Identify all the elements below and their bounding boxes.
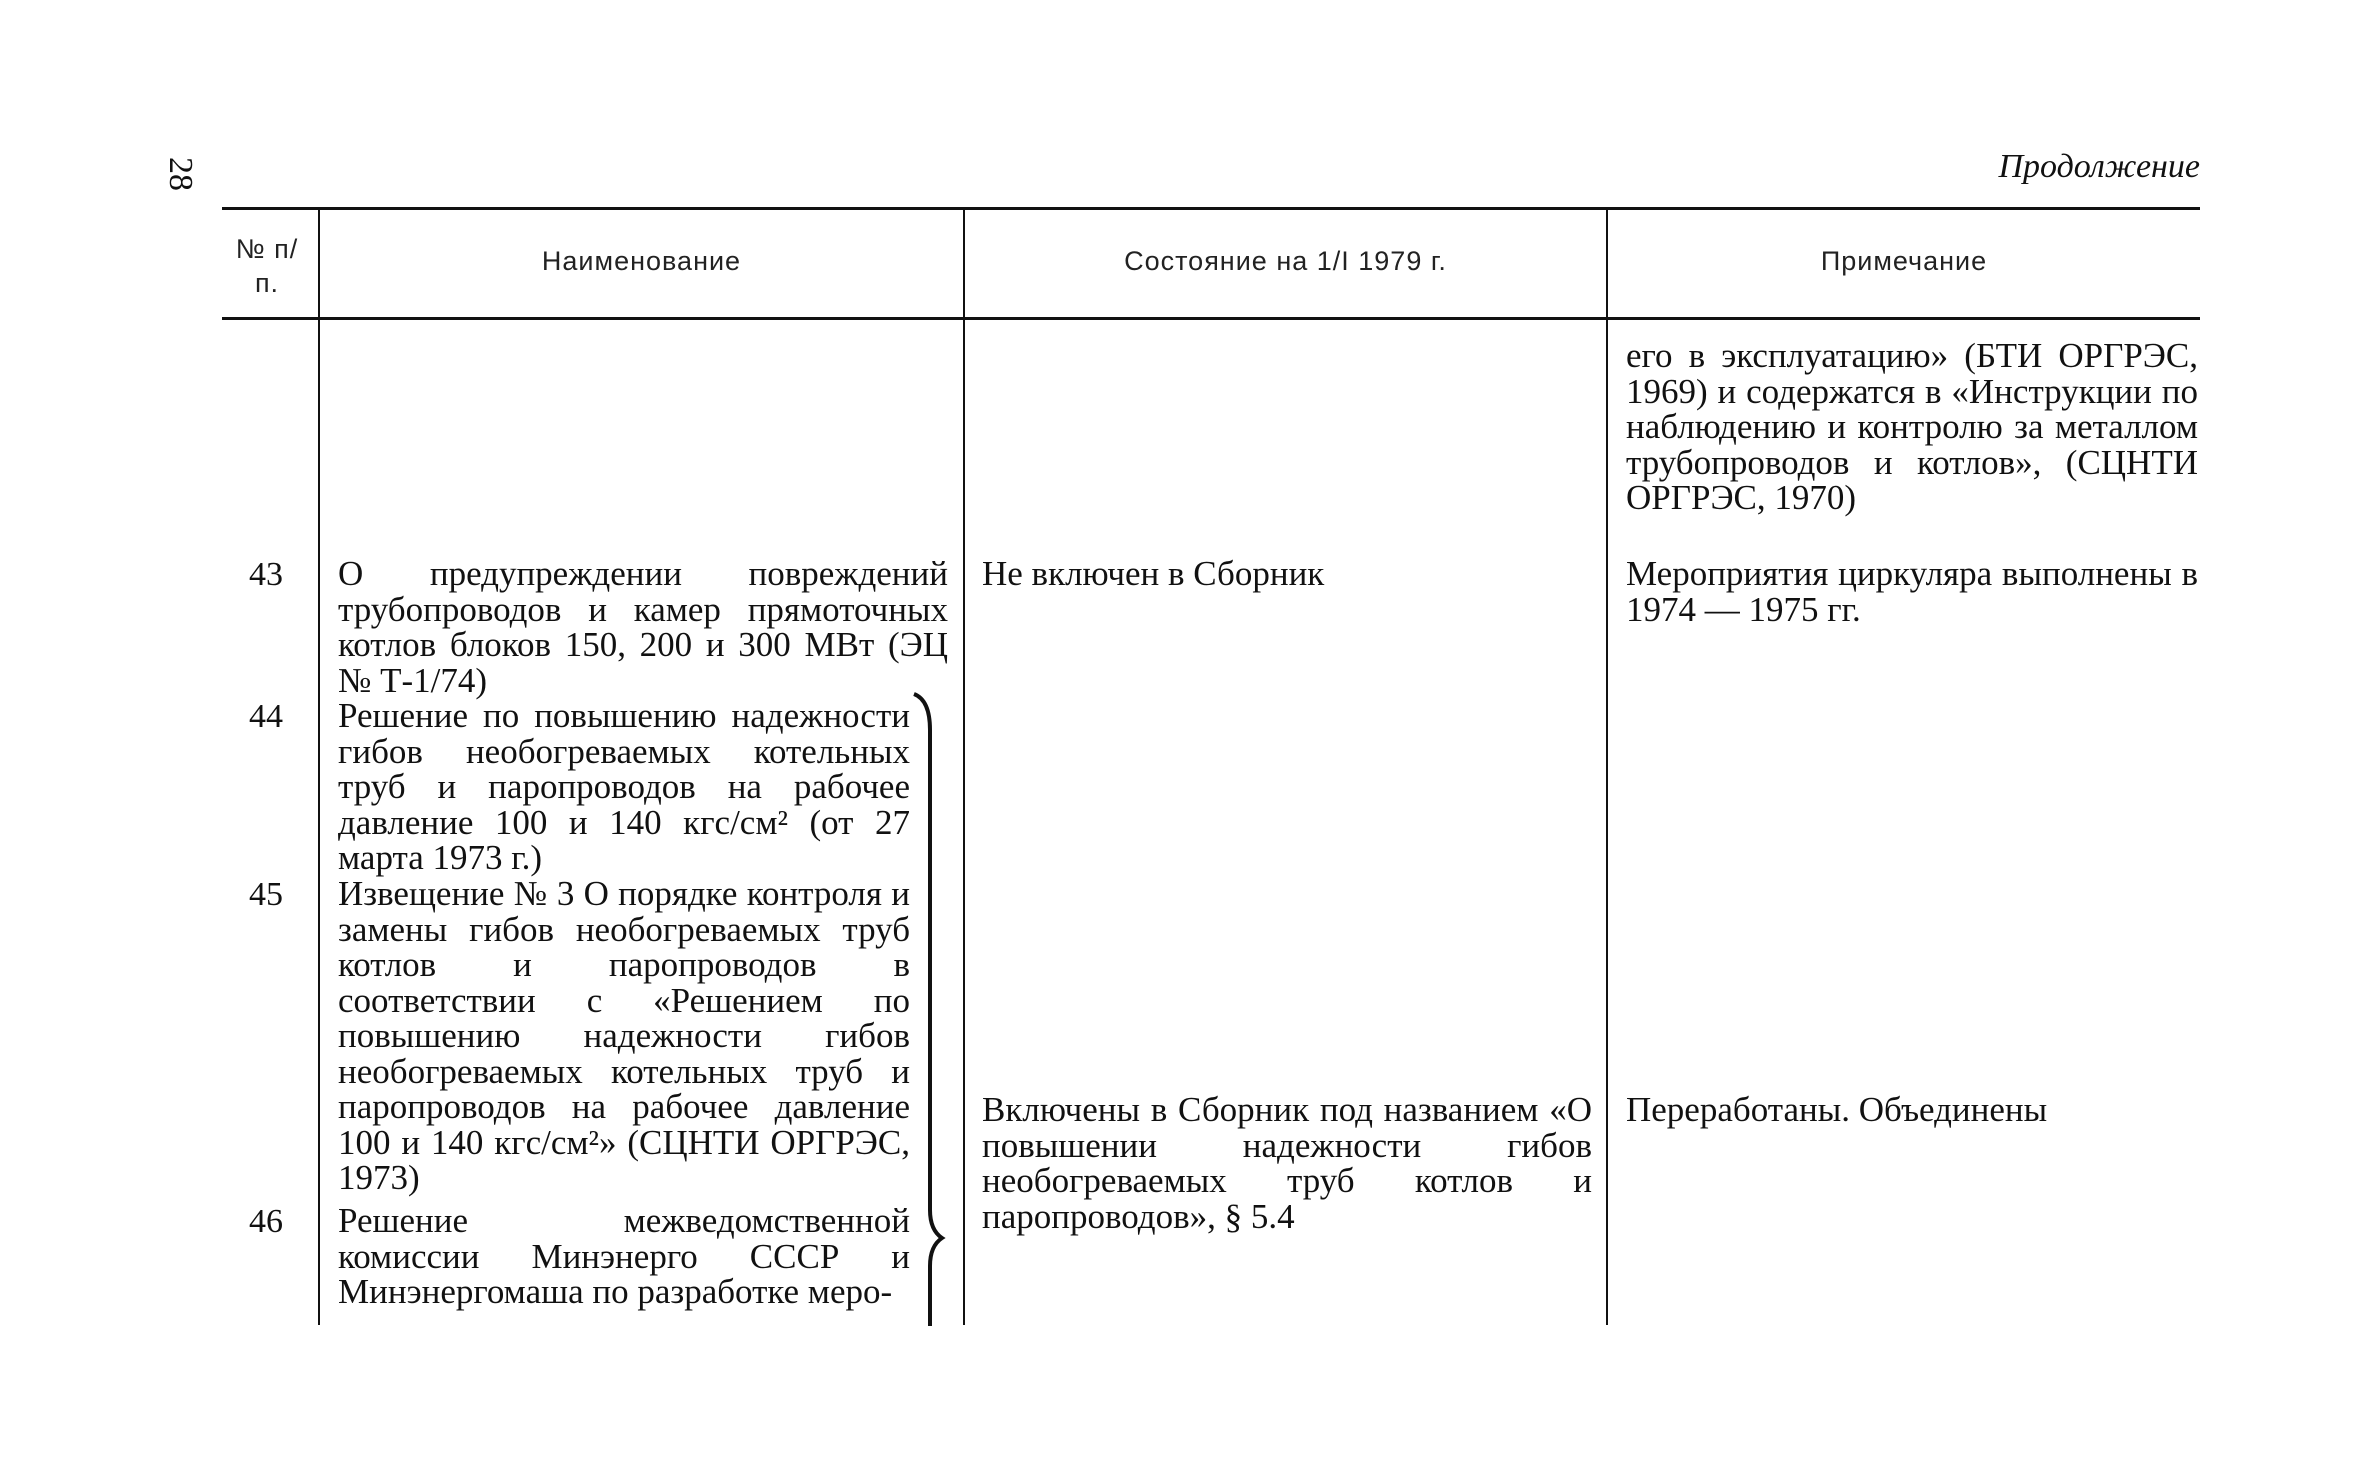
group-status: Включены в Сборник под названием «О повышении надежности гибов необогреваемых труб котлов и паропроводов», § 5.4 — [982, 1090, 1592, 1236]
header-name: Наименование — [541, 246, 742, 276]
group-brace — [908, 690, 948, 1330]
header-num: № п/п. — [235, 234, 299, 298]
column-divider-1 — [318, 207, 320, 1325]
row-46-num: 46 — [249, 1203, 283, 1240]
continuation-label: Продолжение — [1998, 148, 2200, 185]
carryover-note: его в эксплуатацию» (БТИ ОРГРЭС, 1969) и содержатся в «Инструкции по наблюдению и контролю за металлом трубопроводов и котлов», (СЦНТИ ОРГРЭС, 1970) — [1626, 336, 2198, 517]
row-44-name: Решение по повышению надежности гибов необогреваемых котельных труб и паропроводов на рабочее давление 100 и 140 кгс/см² (от 27 марта 1973 г.) — [338, 696, 910, 877]
header-status: Состояние на 1/I 1979 г. — [1124, 246, 1447, 276]
row-45-num: 45 — [249, 876, 283, 913]
header-bottom-rule — [222, 317, 2200, 320]
row-43-num: 43 — [249, 556, 283, 593]
column-divider-2 — [963, 207, 965, 1325]
row-45-name: Извещение № 3 О порядке контроля и замены гибов необогреваемых труб котлов и паропроводов в соответствии с «Решением по повышению надежности гибов необогреваемых котельных труб и паропроводов на рабочее давление 100 и 140 кгс/см²» (СЦНТИ ОРГРЭС, 1973) — [338, 874, 910, 1197]
page-number: 28 — [162, 157, 199, 191]
row-43-status: Не включен в Сборник — [982, 554, 1325, 593]
row-44-num: 44 — [249, 698, 283, 735]
table-top-rule — [222, 207, 2200, 210]
group-note: Переработаны. Объединены — [1626, 1090, 2048, 1129]
header-note: Примечание — [1820, 246, 1988, 276]
column-divider-3 — [1606, 207, 1608, 1325]
row-43-note: Мероприятия циркуляра выполнены в 1974 — 1975 гг. — [1626, 554, 2198, 629]
row-46-name: Решение межведомственной комиссии Минэнерго СССР и Минэнергомаша по разработке меро- — [338, 1201, 910, 1311]
row-43-name: О предупреждении повреждений трубопроводов и камер прямоточных котлов блоков 150, 200 и 300 МВт (ЭЦ № Т-1/74) — [338, 554, 948, 700]
